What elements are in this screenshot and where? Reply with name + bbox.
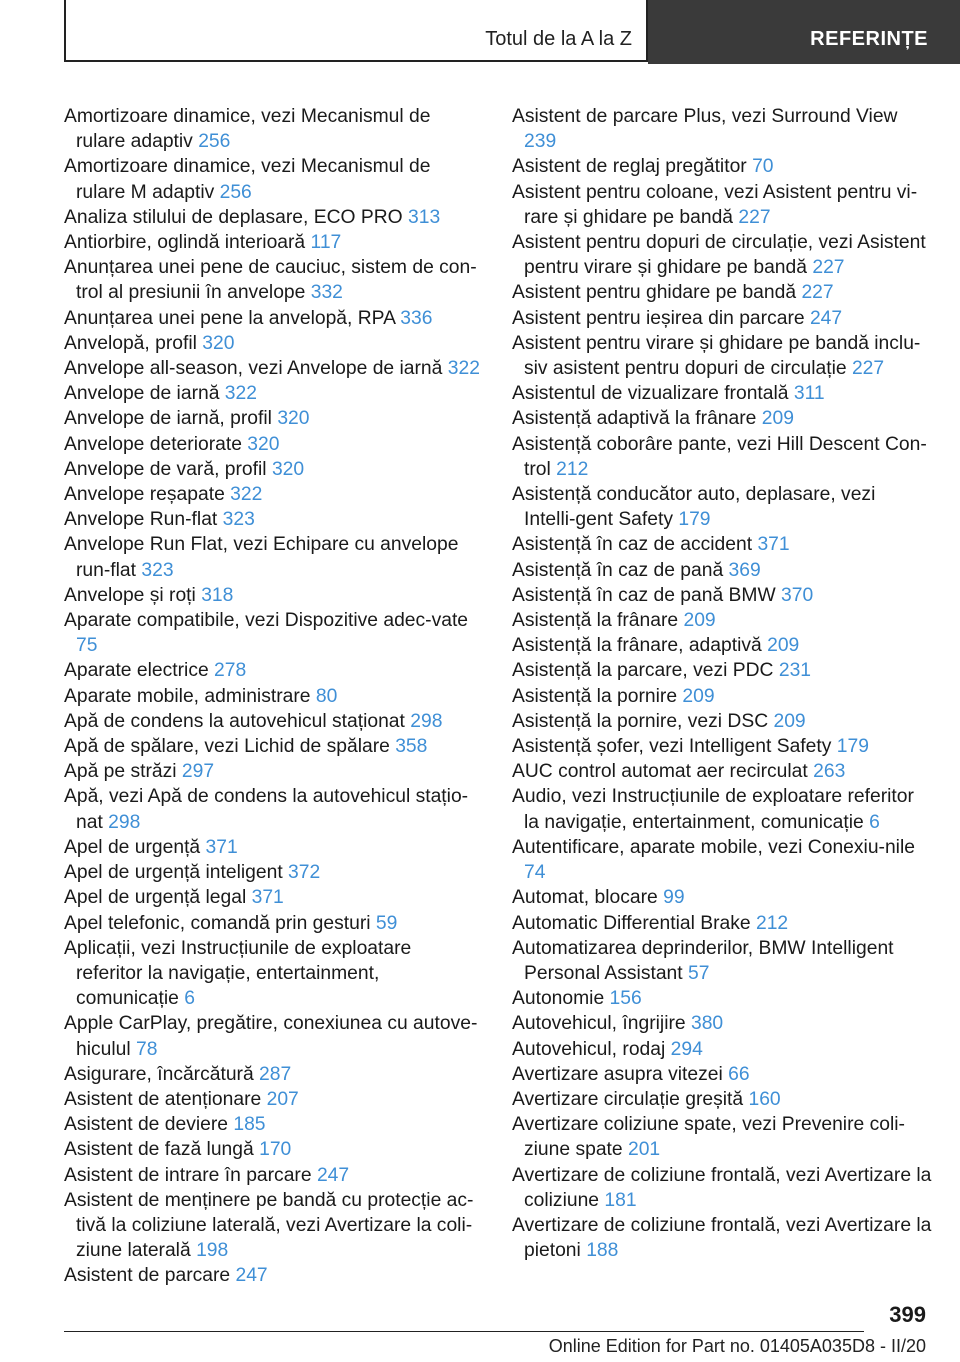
page-link[interactable]: 207 — [266, 1088, 299, 1110]
index-entry — [512, 482, 932, 532]
page-link[interactable]: 297 — [181, 761, 215, 783]
index-entry-text: Aparate mobile, administrare — [64, 685, 311, 707]
index-entry-text: Anvelope și roți — [64, 584, 196, 606]
index-entry-text: Anvelope all-season, vezi Anvelope de iarnă — [64, 358, 443, 380]
index-entry — [512, 759, 932, 784]
page-link[interactable]: 227 — [812, 257, 845, 279]
index-entry — [64, 406, 482, 431]
index-entry-text: Asistent pentru coloane, vezi Asistent pentru vi-rare și ghidare pe bandă — [512, 181, 918, 228]
index-entry-text: Asistență coborâre pante, vezi Hill Descent Con-trol — [512, 433, 927, 480]
index-entry-text: Asistent pentru ieșirea din parcare — [512, 307, 805, 329]
page-link[interactable]: 209 — [683, 610, 716, 632]
index-entry-text: Aparate compatibile, vezi Dispozitive adec-vate — [64, 610, 469, 632]
page-link[interactable]: 212 — [755, 912, 789, 934]
page-link[interactable]: 78 — [136, 1038, 158, 1060]
index-entry — [64, 759, 482, 784]
index-entry-text: Anvelope deteriorate — [64, 433, 242, 455]
index-entry — [512, 381, 932, 406]
index-entry-text: Asistență adaptivă la frânare — [512, 408, 757, 430]
index-entry-text: Aparate electrice — [64, 660, 209, 682]
page-link[interactable]: 320 — [277, 408, 310, 430]
page-link[interactable]: 6 — [869, 811, 880, 833]
index-entry — [512, 734, 932, 759]
page-link[interactable]: 231 — [778, 660, 812, 682]
index-entry — [64, 1137, 482, 1162]
index-entry-text: Asistent de reglaj pregătitor — [512, 156, 747, 178]
page-link[interactable]: 209 — [682, 685, 715, 707]
page-link[interactable]: 311 — [793, 383, 825, 405]
index-entry — [512, 633, 932, 658]
page-link[interactable]: 278 — [214, 660, 247, 682]
index-entry-text: Asistență șofer, vezi Intelligent Safety — [512, 736, 832, 758]
page-link[interactable]: 322 — [230, 484, 263, 506]
index-entry — [64, 306, 482, 331]
page-link[interactable]: 298 — [108, 811, 141, 833]
page-link[interactable]: 380 — [690, 1013, 724, 1035]
index-entry — [64, 734, 482, 759]
page-link[interactable]: 70 — [752, 156, 774, 178]
index-entry — [64, 507, 482, 532]
page-header — [0, 0, 960, 64]
index-entry-text: Amortizoare dinamice, vezi Mecanismul de rulare adaptiv — [64, 106, 431, 153]
page-link[interactable]: 371 — [205, 836, 238, 858]
index-entry-text: Asistență în caz de pană BMW — [512, 584, 776, 606]
page-link[interactable]: 239 — [524, 131, 557, 153]
page-link[interactable]: 372 — [288, 862, 321, 884]
index-entry — [512, 986, 932, 1011]
page-link[interactable]: 179 — [836, 736, 869, 758]
index-entry-text: Asistență la frânare — [512, 610, 679, 632]
page-link[interactable]: 332 — [310, 282, 343, 304]
page-link[interactable]: 74 — [524, 862, 546, 884]
section-title: Totul de la A la Z — [485, 28, 632, 50]
index-entry-text: Asistent de atenționare — [64, 1088, 262, 1110]
index-entry-text: Analiza stilului de deplasare, ECO PRO — [64, 206, 403, 228]
index-entry — [64, 205, 482, 230]
index-entry-text: Asistență în caz de pană — [512, 559, 724, 581]
index-entry — [512, 1062, 932, 1087]
index-entry — [512, 230, 932, 280]
index-entry — [512, 784, 932, 834]
page-link[interactable]: 294 — [670, 1038, 703, 1060]
index-entry-text: Apel de urgență — [64, 836, 201, 858]
page-link[interactable]: 185 — [233, 1114, 266, 1136]
index-entry-text: Anunțarea unei pene de cauciuc, sistem de con-trol al presiunii în anvelope — [64, 257, 477, 304]
index-entry — [64, 255, 482, 305]
index-entry — [64, 1112, 482, 1137]
index-entry — [64, 331, 482, 356]
index-entry — [512, 684, 932, 709]
index-entry — [64, 911, 482, 936]
index-entry — [512, 709, 932, 734]
index-entry — [512, 180, 932, 230]
index-entry-text: Autovehicul, rodaj — [512, 1038, 666, 1060]
page-link[interactable]: 179 — [678, 509, 711, 531]
footer-edition: Online Edition for Part no. 01405A035D8 - II/20 — [548, 1336, 926, 1356]
index-entry — [64, 835, 482, 860]
index-entry-text: Avertizare circulație greșită — [512, 1088, 744, 1110]
index-entry-text: Aplicații, vezi Instrucțiunile de exploatare referitor la navigație, entertainment, comunicație — [64, 937, 412, 1010]
page-link[interactable]: 59 — [375, 912, 398, 934]
index-entry — [64, 230, 482, 255]
index-entry — [64, 104, 482, 154]
index-entry — [512, 532, 932, 557]
page-link[interactable]: 209 — [761, 408, 794, 430]
index-entry-text: Apel telefonic, comandă prin gesturi — [64, 912, 371, 934]
index-entry-text: Asistență la pornire, vezi DSC — [512, 710, 769, 732]
page-link[interactable]: 322 — [447, 358, 480, 380]
index-entry — [512, 331, 932, 381]
index-entry — [512, 1011, 932, 1036]
index-entry-text: Apă de spălare, vezi Lichid de spălare — [64, 736, 390, 758]
index-entry — [512, 1163, 932, 1213]
index-entry-text: Automat, blocare — [512, 887, 658, 909]
index-entry — [512, 432, 932, 482]
index-entry-text: Asistență la pornire — [512, 685, 678, 707]
index-entry-text: Avertizare asupra vitezei — [512, 1063, 723, 1085]
index-entry — [64, 1163, 482, 1188]
chapter-title: REFERINȚE — [810, 28, 928, 50]
index-entry — [512, 1087, 932, 1112]
page-link[interactable]: 370 — [781, 584, 814, 606]
index-column-left — [64, 104, 482, 1289]
section-tab[interactable] — [64, 0, 648, 62]
index-entry — [512, 280, 932, 305]
index-entry — [64, 684, 482, 709]
page-link[interactable]: 247 — [235, 1265, 268, 1287]
index-entry-text: Asistență în caz de accident — [512, 534, 753, 556]
index-entry-text: Anvelope Run Flat, vezi Echipare cu anvelope run-flat — [64, 534, 459, 581]
index-entry — [512, 835, 932, 885]
index-entry-text: Asistent de parcare Plus, vezi Surround View — [512, 106, 898, 127]
index-entry — [512, 885, 932, 910]
index-entry — [64, 860, 482, 885]
page-link[interactable]: 318 — [201, 584, 234, 606]
index-entry-text: Asistență la frânare, adaptivă — [512, 635, 762, 657]
index-entry — [512, 558, 932, 583]
page-link[interactable]: 66 — [728, 1063, 750, 1085]
page-number: 399 — [889, 1302, 926, 1327]
page-link[interactable]: 188 — [586, 1240, 619, 1262]
page-link[interactable]: 247 — [316, 1164, 350, 1186]
page-link[interactable]: 201 — [627, 1139, 661, 1161]
page-link[interactable]: 209 — [767, 635, 800, 657]
index-entry-text: Avertizare de coliziune frontală, vezi Avertizare la pietoni — [512, 1214, 932, 1262]
index-entry-text: Anvelopă, profil — [64, 332, 197, 354]
page-link[interactable]: 80 — [315, 685, 338, 707]
index-entry — [64, 381, 482, 406]
index-entry — [64, 532, 482, 582]
page-link[interactable]: 323 — [222, 509, 255, 531]
page-link[interactable]: 209 — [773, 710, 806, 732]
index-column-right — [512, 104, 932, 1263]
index-entry-text: Anvelope de vară, profil — [64, 458, 267, 480]
page-link[interactable]: 99 — [663, 887, 685, 909]
index-entry — [512, 154, 932, 179]
page-link[interactable]: 198 — [196, 1240, 229, 1262]
page-link[interactable]: 320 — [247, 433, 280, 455]
index-entry-text: Anvelope de iarnă — [64, 383, 220, 405]
page-link[interactable]: 181 — [604, 1189, 637, 1211]
page-link[interactable]: 75 — [76, 635, 98, 657]
page-link[interactable]: 160 — [748, 1088, 781, 1110]
index-entry-text: Anvelope reșapate — [64, 484, 225, 506]
index-entry-text: Avertizare de coliziune frontală, vezi Avertizare la coliziune — [512, 1164, 932, 1211]
page-link[interactable]: 227 — [738, 206, 771, 228]
index-entry — [512, 104, 932, 154]
index-entry-text: Anvelope Run-flat — [64, 509, 218, 531]
index-entry-text: Asistent de intrare în parcare — [64, 1164, 312, 1186]
page-link[interactable]: 323 — [141, 559, 174, 581]
index-entry-text: Asistent de menținere pe bandă cu protecție ac-tivă la coliziune laterală, vezi Avertizare la coli-ziune laterală — [64, 1189, 474, 1262]
page-link[interactable]: 287 — [259, 1063, 292, 1085]
page-link[interactable]: 320 — [202, 332, 235, 354]
index-entry — [64, 583, 482, 608]
page-link[interactable]: 247 — [809, 307, 843, 329]
page-link[interactable]: 263 — [813, 761, 846, 783]
page-link[interactable]: 358 — [395, 736, 428, 758]
index-entry-text: Apel de urgență legal — [64, 887, 247, 909]
index-entry-text: Automatic Differential Brake — [512, 912, 751, 934]
page-link[interactable]: 6 — [184, 988, 195, 1010]
page-link[interactable]: 336 — [400, 307, 433, 329]
index-entry — [512, 608, 932, 633]
index-entry-text: Audio, vezi Instrucțiunile de exploatare referitor la navigație, entertainment, comunicație — [512, 786, 914, 833]
index-entry — [512, 1213, 932, 1263]
page-link[interactable]: 256 — [219, 181, 252, 203]
page-link[interactable]: 322 — [224, 383, 257, 405]
page-link[interactable]: 57 — [687, 962, 710, 984]
index-entry — [512, 583, 932, 608]
index-entry — [64, 1087, 482, 1112]
index-entry — [512, 306, 932, 331]
index-entry-text: Asistent de fază lungă — [64, 1139, 254, 1161]
index-entry — [512, 911, 932, 936]
index-entry-text: Asistent pentru dopuri de circulație, vezi Asistent pentru virare și ghidare pe bandă — [512, 232, 926, 279]
index-entry — [64, 936, 482, 1012]
page-link[interactable]: 313 — [408, 206, 441, 228]
footer-divider — [64, 1331, 864, 1332]
index-entry — [64, 709, 482, 734]
index-entry-text: Apă, vezi Apă de condens la autovehicul stațio-nat — [64, 786, 469, 833]
index-entry-text: Asistentul de vizualizare frontală — [512, 383, 789, 405]
page-link[interactable]: 227 — [801, 282, 834, 304]
index-entry-text: Automatizarea deprinderilor, BMW Intelligent Personal Assistant — [512, 937, 894, 984]
index-entry — [64, 432, 482, 457]
page-link[interactable]: 320 — [271, 458, 305, 480]
index-entry-text: Amortizoare dinamice, vezi Mecanismul de rulare M adaptiv — [64, 156, 431, 203]
index-entry — [64, 1263, 482, 1288]
index-entry — [512, 1112, 932, 1162]
index-entry-text: Apă de condens la autovehicul staționat — [64, 710, 405, 732]
index-entry — [64, 608, 482, 658]
page-link[interactable]: 369 — [728, 559, 761, 581]
index-entry-text: Antiorbire, oglindă interioară — [64, 232, 306, 254]
page-link[interactable]: 212 — [556, 458, 589, 480]
index-entry-text: Asistență la parcare, vezi PDC — [512, 660, 774, 682]
index-entry-text: Avertizare coliziune spate, vezi Prevenire coli-ziune spate — [512, 1114, 905, 1161]
page-link[interactable]: 227 — [851, 358, 885, 380]
index-entry-text: Apple CarPlay, pregătire, conexiunea cu autove-hiculul — [64, 1013, 478, 1060]
index-entry-text: Apel de urgență inteligent — [64, 862, 283, 884]
index-entry-text: Autonomie — [512, 988, 605, 1010]
index-entry — [64, 658, 482, 683]
index-entry-text: Asistent pentru virare și ghidare pe bandă inclu-siv asistent pentru dopuri de circulație — [512, 332, 921, 380]
index-entry — [64, 885, 482, 910]
page-link[interactable]: 117 — [310, 232, 342, 254]
page-link[interactable]: 156 — [609, 988, 642, 1010]
page-link[interactable]: 371 — [757, 534, 790, 556]
index-entry-text: Apă pe străzi — [64, 761, 177, 783]
index-entry — [512, 936, 932, 986]
index-entry-text: Asistență conducător auto, deplasare, vezi Intelli-gent Safety — [512, 484, 876, 531]
index-entry-text: Asistent pentru ghidare pe bandă — [512, 282, 797, 304]
index-entry — [64, 1188, 482, 1264]
index-entry-text: Anunțarea unei pene la anvelopă, RPA — [64, 307, 395, 329]
page-link[interactable]: 298 — [410, 710, 443, 732]
index-entry-text: Autentificare, aparate mobile, vezi Conexiu-nile — [512, 836, 915, 858]
index-entry-text: Anvelope de iarnă, profil — [64, 408, 272, 430]
index-entry-text: Asistent de parcare — [64, 1265, 231, 1287]
index-entry-text: Autovehicul, îngrijire — [512, 1013, 686, 1035]
index-entry — [512, 658, 932, 683]
page-link[interactable]: 170 — [259, 1139, 292, 1161]
index-entry — [64, 154, 482, 204]
index-entry-text: Asigurare, încărcătură — [64, 1063, 254, 1085]
index-entry — [64, 784, 482, 834]
chapter-tab[interactable] — [648, 0, 960, 64]
index-entry — [64, 1062, 482, 1087]
page-link[interactable]: 256 — [198, 131, 231, 153]
index-entry — [64, 482, 482, 507]
index-entry — [512, 406, 932, 431]
index-entry-text: Asistent de deviere — [64, 1114, 228, 1136]
index-entry — [64, 457, 482, 482]
page-link[interactable]: 371 — [251, 887, 284, 909]
index-entry — [512, 1037, 932, 1062]
index-entry — [64, 1011, 482, 1061]
index-entry — [64, 356, 482, 381]
index-entry-text: AUC control automat aer recirculat — [512, 761, 808, 783]
